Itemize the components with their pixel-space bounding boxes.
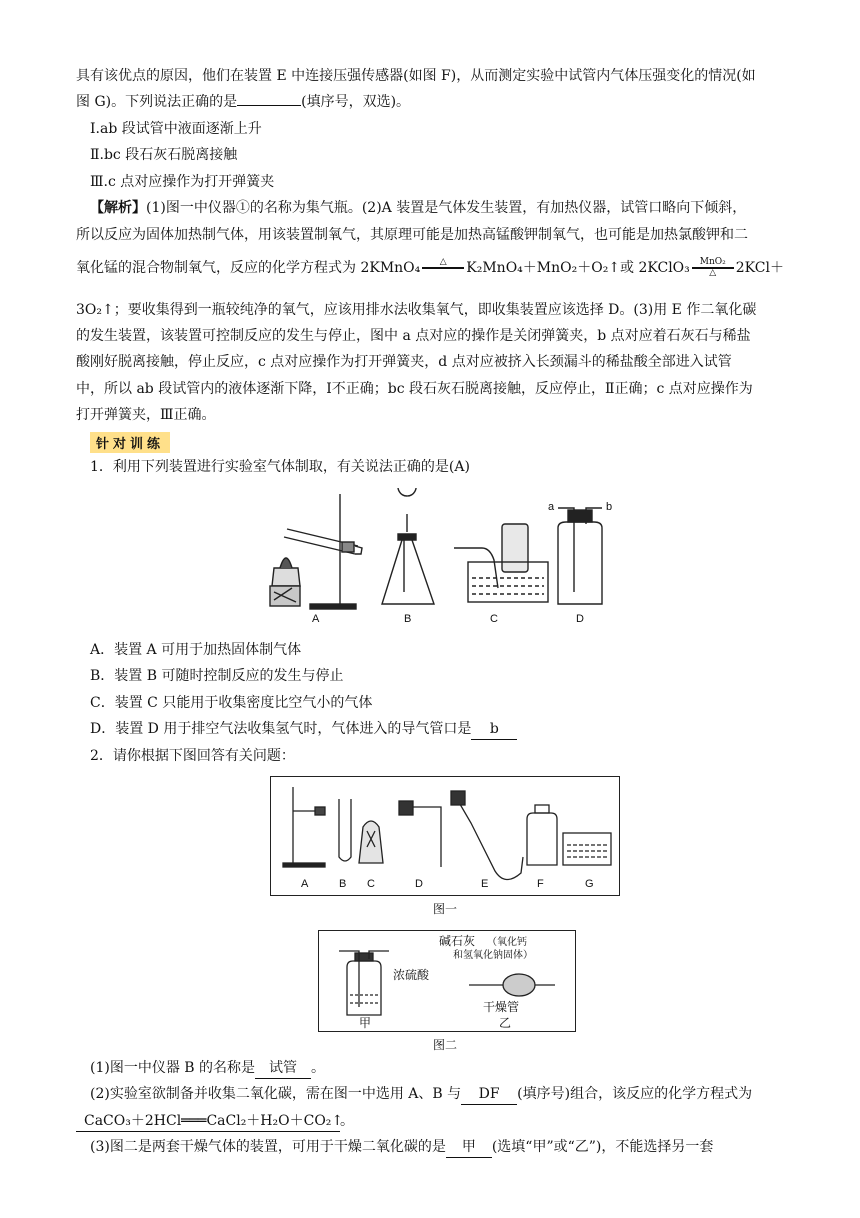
option-iii: Ⅲ.c 点对应操作为打开弹簧夹 bbox=[90, 174, 275, 190]
q2-part-2-equation[interactable]: CaCO₃＋2HCl═══CaCl₂＋H₂O＋CO₂↑ bbox=[76, 1111, 340, 1132]
intro-line-1: 具有该优点的原因，他们在装置 E 中连接压强传感器(如图 F)，从而测定实验中试管内气体压强变化的情况(如 bbox=[76, 68, 756, 84]
figure-1-frame bbox=[270, 776, 620, 896]
figure-2-apparatus bbox=[319, 931, 575, 1031]
q1-apparatus-figure bbox=[262, 488, 634, 624]
q1-answer-blank[interactable]: b bbox=[471, 719, 517, 740]
q2-part-2-equation-end: 。 bbox=[340, 1113, 354, 1129]
q1-label-b: B bbox=[404, 613, 412, 624]
q1-label-d: D bbox=[576, 613, 584, 624]
q1-stem: 1．利用下列装置进行实验室气体制取，有关说法正确的是(A) bbox=[90, 459, 470, 475]
q1-option-d-text: D．装置 D 用于排空气法收集氢气时，气体进入的导气管口是 bbox=[90, 721, 472, 737]
q2-stem: 2．请你根据下图回答有关问题： bbox=[90, 748, 295, 764]
fig1-label-f: F bbox=[537, 878, 544, 890]
analysis-line-5: 的发生装置，该装置可控制反应的发生与停止，图中 a 点对应的操作是关闭弹簧夹，b 点对应着石灰石与稀盐 bbox=[76, 328, 751, 344]
q2-part-2-equation-line bbox=[76, 1111, 800, 1132]
port-b-label: b bbox=[606, 501, 613, 513]
q1-option-d bbox=[90, 719, 800, 740]
fig2-lime-note-1: （氧化钙 bbox=[487, 937, 527, 948]
analysis-text-3a: 氧化锰的混合物制氧气，反应的化学方程式为 2KMnO₄ bbox=[76, 260, 421, 276]
analysis-text-3c: 2KCl＋ bbox=[735, 260, 784, 276]
fig2-tube-label: 干燥管 bbox=[483, 1000, 520, 1014]
q2-part-2 bbox=[90, 1084, 800, 1105]
option-ii: Ⅱ.bc 段石灰石脱离接触 bbox=[90, 147, 238, 163]
figure-2-caption: 图二 bbox=[432, 1038, 457, 1052]
q2-part-1-text: (1)图一中仪器 B 的名称是 bbox=[90, 1060, 256, 1076]
fig2-jia-label: 甲 bbox=[359, 1016, 372, 1030]
q2-part-3-suffix: (选填“甲”或“乙”)，不能选择另一套 bbox=[491, 1139, 714, 1155]
q2-part-1-end: 。 bbox=[311, 1060, 326, 1076]
heat-condition-1: △ bbox=[422, 258, 464, 278]
analysis-text-3b: K₂MnO₄＋MnO₂＋O₂↑或 2KClO₃ bbox=[466, 260, 690, 276]
q2-part-1-answer[interactable]: 试管 bbox=[255, 1058, 311, 1079]
fig1-label-g: G bbox=[585, 878, 594, 890]
analysis-line-2: 所以反应为固体加热制气体，用该装置制氧气，其原理可能是加热高锰酸钾制氧气，也可能是加热氯酸钾和二 bbox=[76, 227, 748, 243]
intro-line-2 bbox=[76, 92, 800, 112]
q1-label-a: A bbox=[312, 613, 320, 624]
q1-label-c: C bbox=[490, 613, 498, 624]
q2-part-3 bbox=[90, 1137, 800, 1158]
q2-part-2-suffix: (填序号)组合，该反应的化学方程式为 bbox=[517, 1086, 753, 1102]
q2-part-1 bbox=[90, 1058, 800, 1079]
analysis-line-1 bbox=[90, 198, 800, 218]
answer-blank[interactable] bbox=[237, 105, 301, 106]
figure-1-caption: 图一 bbox=[432, 902, 457, 916]
training-tag: 针对训练 bbox=[90, 432, 170, 453]
analysis-line-3 bbox=[76, 258, 800, 278]
fig1-label-b: B bbox=[339, 878, 347, 890]
analysis-line-4: 3O₂↑；要收集得到一瓶较纯净的氧气，应该用排水法收集氧气，即收集装置应该选择 D。(3)用 E 作二氧化碳 bbox=[76, 302, 757, 318]
q2-part-2-text: (2)实验室欲制备并收集二氧化碳，需在图一中选用 A、B 与 bbox=[90, 1086, 462, 1102]
fig2-lime-note-2: 和氢氧化钠固体） bbox=[453, 950, 533, 961]
analysis-text-1: (1)图一中仪器①的名称为集气瓶。(2)A 装置是气体发生装置，有加热仪器，试管口略向下倾斜， bbox=[146, 200, 747, 216]
figure-2-frame bbox=[318, 930, 576, 1032]
q2-part-3-text: (3)图二是两套干燥气体的装置，可用于干燥二氧化碳的是 bbox=[90, 1139, 446, 1155]
fig2-acid-label: 浓硫酸 bbox=[393, 968, 430, 982]
fig2-lime-label: 碱石灰 bbox=[439, 934, 476, 948]
q2-part-2-answer[interactable]: DF bbox=[461, 1084, 517, 1105]
analysis-line-7: 中，所以 ab 段试管内的液体逐渐下降，Ⅰ不正确；bc 段石灰石脱离接触，反应停止，Ⅱ正确；c 点对应操作为 bbox=[76, 381, 753, 397]
q2-part-3-answer[interactable]: 甲 bbox=[446, 1137, 492, 1158]
q1-option-c: C．装置 C 只能用于收集密度比空气小的气体 bbox=[90, 695, 373, 711]
q1-option-b: B．装置 B 可随时控制反应的发生与停止 bbox=[90, 668, 344, 684]
q1-option-a: A．装置 A 可用于加热固体制气体 bbox=[90, 642, 302, 658]
port-a-label: a bbox=[548, 501, 555, 513]
catalyst-condition: $\frac{\text{MnO₂}}{\triangle}$ bbox=[692, 258, 734, 278]
fig1-label-e: E bbox=[481, 878, 489, 890]
option-i: Ⅰ.ab 段试管中液面逐渐上升 bbox=[90, 121, 262, 137]
intro-line-2-suffix: (填序号，双选)。 bbox=[301, 94, 411, 110]
figure-1-apparatus bbox=[271, 777, 619, 895]
intro-line-2-text: 图 G)。下列说法正确的是 bbox=[76, 94, 238, 110]
fig1-label-d: D bbox=[415, 878, 423, 890]
fig2-yi-label: 乙 bbox=[499, 1016, 512, 1030]
fig1-label-a: A bbox=[301, 878, 309, 890]
analysis-label: 【解析】 bbox=[90, 200, 146, 216]
analysis-line-6: 酸刚好脱离接触，停止反应，c 点对应操作为打开弹簧夹，d 点对应被挤入长颈漏斗的稀盐酸全部进入试管 bbox=[76, 354, 732, 370]
fig1-label-c: C bbox=[367, 878, 375, 890]
analysis-line-8: 打开弹簧夹，Ⅲ正确。 bbox=[76, 407, 216, 423]
